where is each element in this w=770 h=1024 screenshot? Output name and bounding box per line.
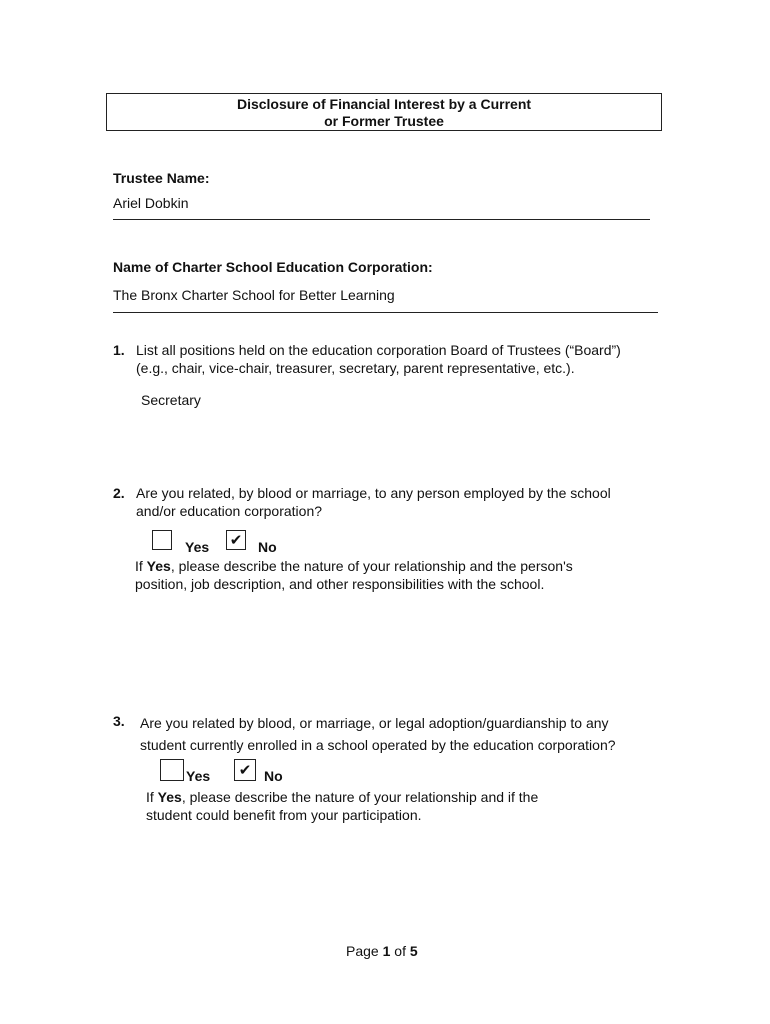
question-2-yes-checkbox[interactable] — [152, 530, 172, 550]
question-2-followup-if: If — [135, 558, 147, 574]
question-2-no-checkbox[interactable]: ✔ — [226, 530, 246, 550]
question-3-yes-label: Yes — [186, 768, 211, 784]
question-3-followup-line2: student could benefit from your participation. — [146, 807, 422, 823]
question-2-text — [136, 484, 676, 520]
trustee-name-label: Trustee Name: — [113, 170, 210, 186]
question-1-line1: List all positions held on the education corporation Board of Trustees (“Board”) — [136, 342, 621, 358]
question-2-yes-label: Yes — [185, 539, 210, 555]
question-3-line2: student currently enrolled in a school operated by the education corporation? — [140, 737, 616, 753]
question-3-no-checkbox[interactable]: ✔ — [234, 759, 256, 781]
corporation-name-field[interactable]: The Bronx Charter School for Better Learning — [113, 287, 395, 303]
question-2-followup — [135, 557, 675, 593]
form-title-box — [106, 93, 662, 131]
question-2-line1: Are you related, by blood or marriage, to any person employed by the school — [136, 485, 611, 501]
question-2-followup-line2: position, job description, and other responsibilities with the school. — [135, 576, 545, 592]
page-number-of: of — [390, 943, 410, 959]
trustee-name-underline — [113, 219, 650, 220]
trustee-name-field[interactable]: Ariel Dobkin — [113, 195, 189, 211]
question-1-answer[interactable]: Secretary — [141, 392, 201, 408]
question-3-followup-if: If — [146, 789, 158, 805]
page-number-prefix: Page — [346, 943, 383, 959]
page-number-total: 5 — [409, 943, 418, 959]
question-3-line1: Are you related by blood, or marriage, or legal adoption/guardianship to any — [140, 715, 609, 731]
question-2-followup-yes: Yes — [146, 558, 171, 574]
question-2-number: 2. — [113, 485, 125, 501]
corporation-name-label: Name of Charter School Education Corporation: — [113, 259, 433, 275]
question-3-followup-rest: , please describe the nature of your relationship and if the — [181, 789, 539, 805]
question-1-text — [136, 341, 676, 377]
question-3-followup — [146, 788, 686, 824]
question-1-line2: (e.g., chair, vice-chair, treasurer, secretary, parent representative, etc.). — [136, 360, 575, 376]
page-number-current: 1 — [382, 943, 391, 959]
question-2-line2: and/or education corporation? — [136, 503, 323, 519]
question-3-followup-yes: Yes — [157, 789, 182, 805]
form-title-line2: or Former Trustee — [324, 113, 444, 129]
question-3-text — [140, 712, 700, 756]
question-3-number: 3. — [113, 713, 125, 729]
question-3-no-label: No — [264, 768, 283, 784]
form-title-line1: Disclosure of Financial Interest by a Current — [236, 96, 532, 112]
question-2-followup-rest: , please describe the nature of your relationship and the person's — [170, 558, 573, 574]
corporation-name-underline — [113, 312, 658, 313]
question-3-yes-checkbox[interactable] — [160, 759, 184, 781]
page-number — [346, 943, 418, 959]
question-1-number: 1. — [113, 342, 125, 358]
question-2-no-label: No — [258, 539, 277, 555]
